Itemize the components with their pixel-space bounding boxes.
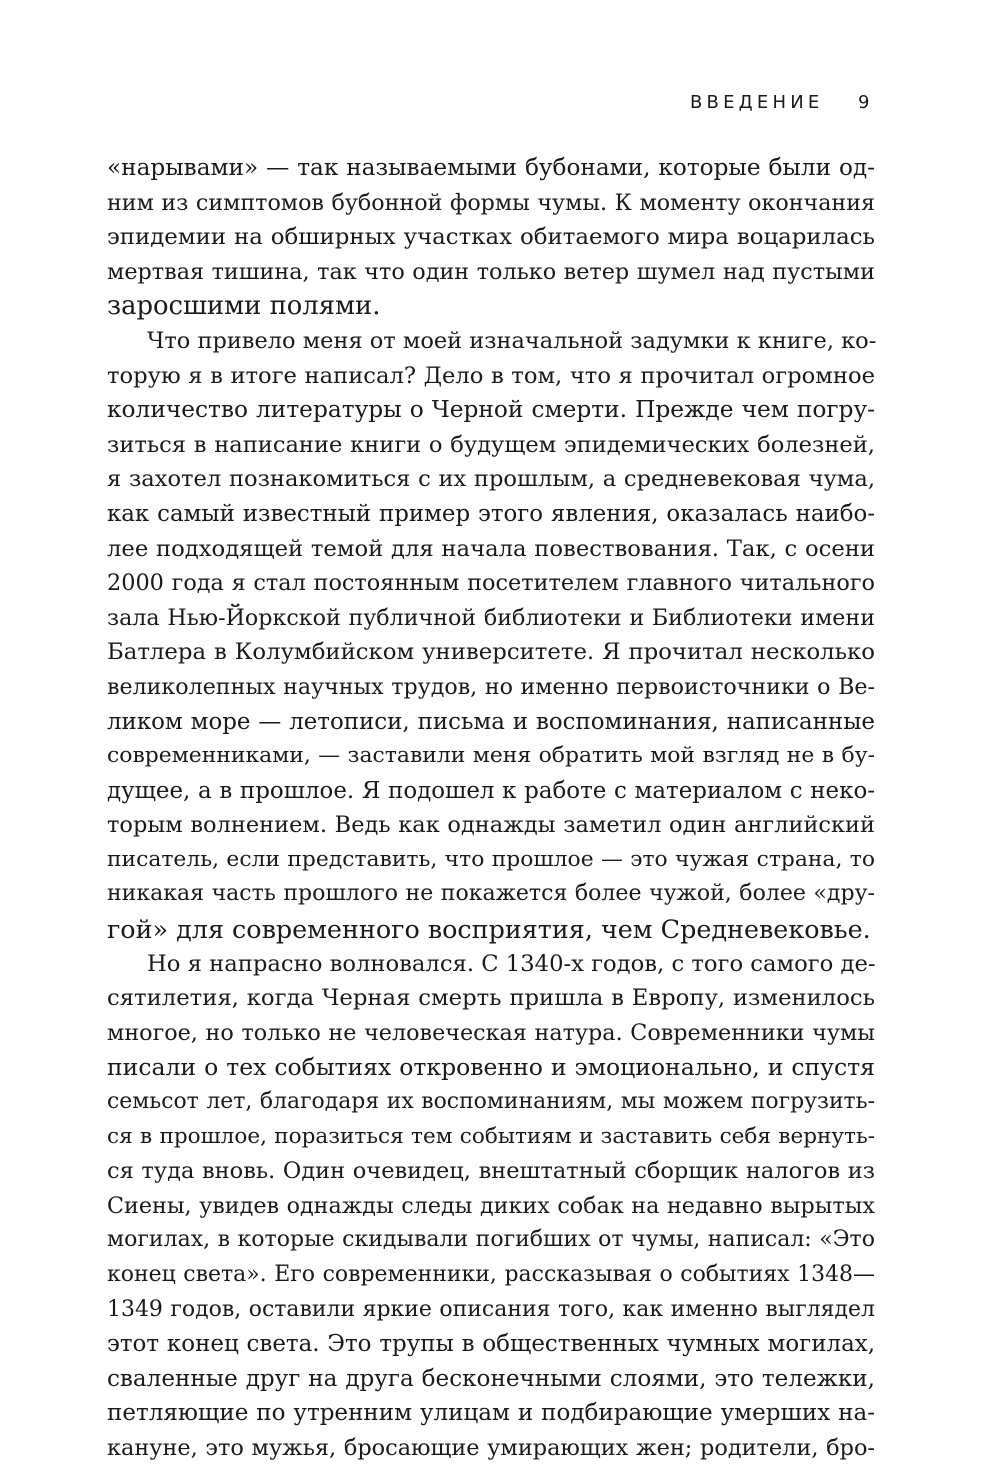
text-line: зала Нью-Йоркской публичной библиотеки и Библиотеки имени: [107, 604, 875, 631]
text-line: многое, но только не человеческая натура. Современники чумы: [107, 1019, 875, 1046]
text-line: Что привело меня от моей изначальной задумки к книге, ко-: [147, 327, 877, 354]
running-header: [0, 88, 1000, 118]
text-line: я захотел познакомиться с их прошлым, а средневековая чума,: [107, 466, 875, 493]
page-number: 9: [858, 92, 870, 113]
text-line: сятилетия, когда Черная смерть пришла в Европу, изменилось: [107, 985, 875, 1012]
text-line: кануне, это мужья, бросающие умирающих жен; родители, бро-: [107, 1434, 875, 1461]
text-line: ся туда вновь. Один очевидец, внештатный сборщик налогов из: [107, 1158, 875, 1185]
text-line: зиться в написание книги о будущем эпидемических болезней,: [107, 431, 875, 458]
text-line: писали о тех событиях откровенно и эмоционально, и спустя: [107, 1053, 875, 1082]
text-line: петляющие по утренним улицам и подбирающие умерших на-: [107, 1400, 875, 1427]
text-line: ликом море — летописи, письма и воспоминания, написанные: [107, 708, 875, 735]
text-line: Но я напрасно волновался. С 1340-х годов, с того самого де-: [147, 950, 876, 977]
text-line: заросшими полями.: [107, 291, 381, 322]
text-line: 1349 годов, оставили яркие описания того, как именно выглядел: [107, 1296, 875, 1322]
text-line: современниками, — заставили меня обратить мой взгляд не в бу-: [107, 743, 875, 769]
text-line: ним из симптомов бубонной формы чумы. К моменту окончания: [107, 189, 875, 216]
text-line: ся в прошлое, поразиться тем событиям и заставить себя вернуть-: [107, 1123, 875, 1149]
text-line: «нарывами» — так называемыми бубонами, которые были од-: [107, 154, 875, 181]
text-line: 2000 года я стал постоянным посетителем главного читального: [107, 570, 875, 597]
body-text: [107, 151, 875, 1466]
running-title: ВВЕДЕНИЕ: [690, 92, 824, 113]
text-line: конец света». Его современники, рассказывая о событиях 1348—: [107, 1262, 875, 1287]
text-line: сваленные друг на друга бесконечными слоями, это тележки,: [107, 1365, 875, 1392]
text-line: семьсот лет, благодаря их воспоминаниям, мы можем погрузить-: [107, 1089, 875, 1115]
text-line: дущее, а в прошлое. Я подошел к работе с материалом с неко-: [107, 777, 875, 804]
text-line: торую я в итоге написал? Дело в том, что я прочитал огромное: [107, 362, 875, 389]
text-line: этот конец света. Это трупы в общественных чумных могилах,: [107, 1331, 875, 1358]
text-line: торым волнением. Ведь как однажды заметил один английский: [107, 812, 875, 839]
text-line: могилах, в которые скидывали погибших от чумы, написал: «Это: [107, 1227, 875, 1253]
text-line: как самый известный пример этого явления, оказалась наибо-: [107, 500, 875, 527]
text-line: никакая часть прошлого не покажется более чужой, более «дру-: [107, 881, 875, 907]
text-line: писатель, если представить, что прошлое — это чужая страна, то: [107, 846, 875, 872]
text-line: лее подходящей темой для начала повествования. Так, с осени: [107, 535, 875, 562]
text-line: эпидемии на обширных участках обитаемого мира воцарилась: [107, 224, 875, 251]
text-line: Сиены, увидев однажды следы диких собак на недавно вырытых: [107, 1192, 875, 1219]
text-line: Батлера в Колумбийском университете. Я прочитал несколько: [107, 639, 875, 666]
text-line: великолепных научных трудов, но именно первоисточники о Ве-: [107, 673, 875, 700]
text-line: гой» для современного восприятия, чем Средневековье.: [107, 914, 871, 945]
text-line: мертвая тишина, так что один только ветер шумел над пустыми: [107, 258, 875, 285]
text-line: количество литературы о Черной смерти. Прежде чем погру-: [107, 396, 875, 424]
